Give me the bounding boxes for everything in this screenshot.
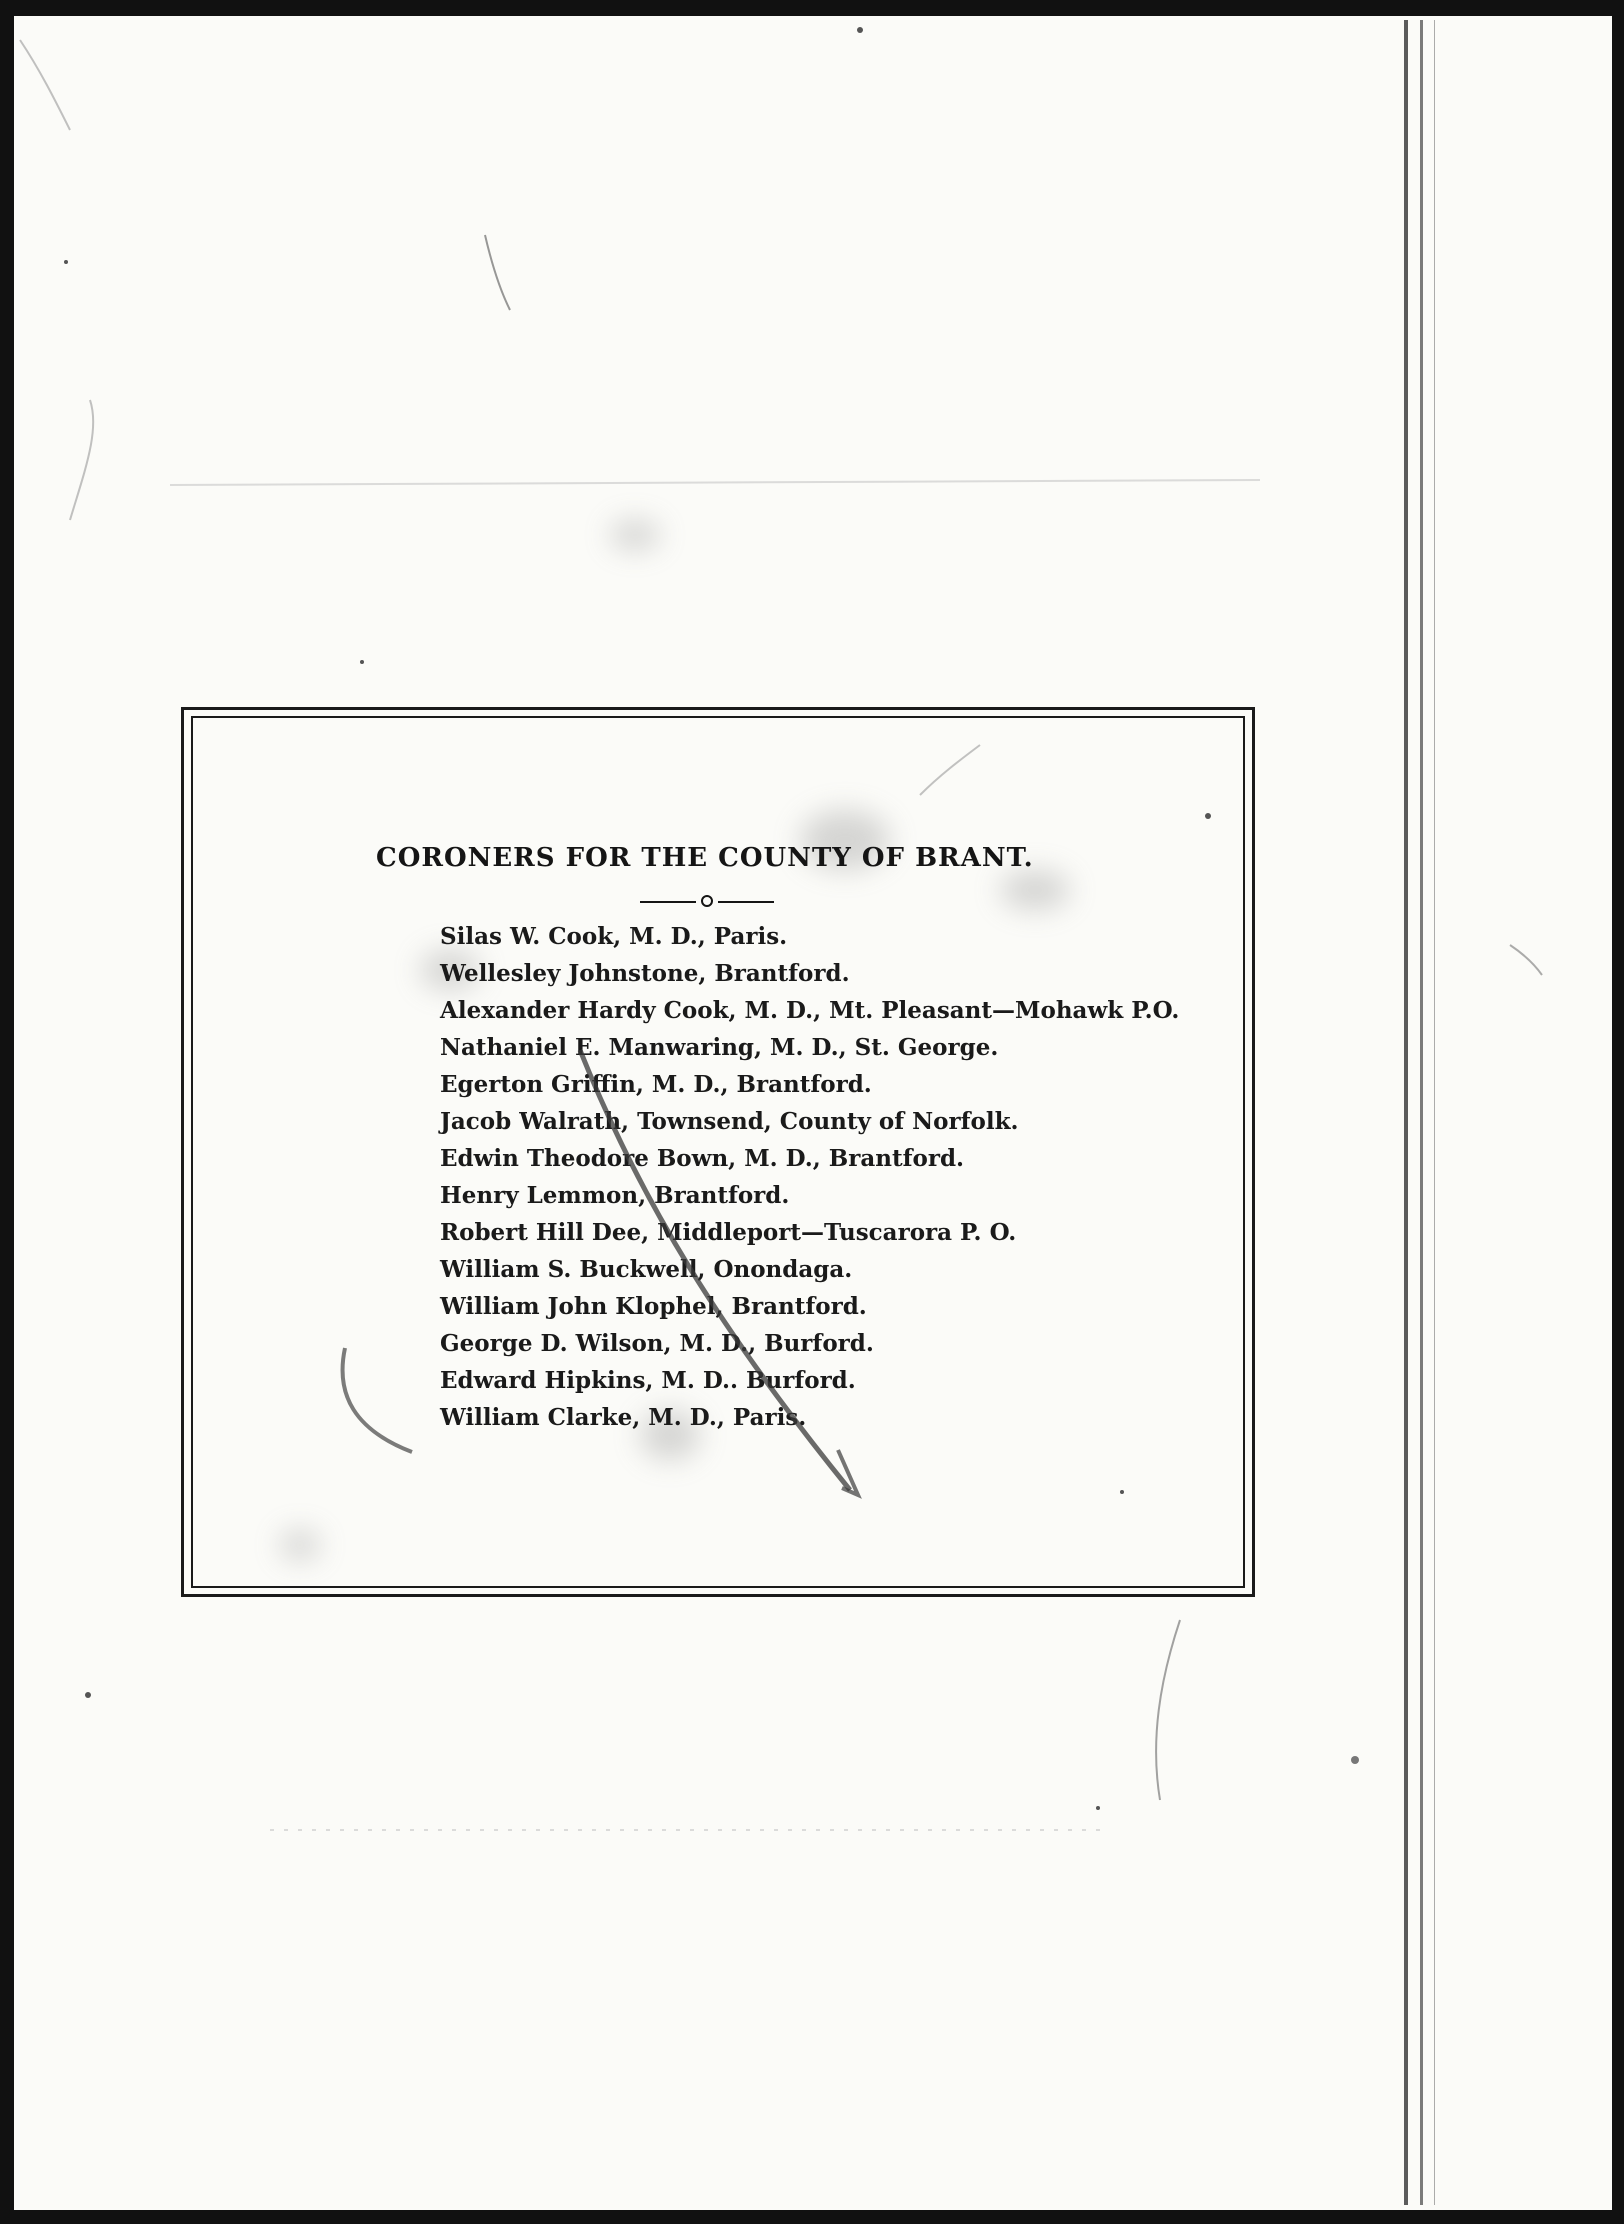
list-item: Egerton Griffin, M. D., Brantford. — [440, 1071, 872, 1098]
list-item: Henry Lemmon, Brantford. — [440, 1182, 790, 1209]
list-item: Robert Hill Dee, Middleport—Tuscarora P. O. — [440, 1219, 1017, 1246]
list-item: Jacob Walrath, Townsend, County of Norfolk. — [440, 1108, 1019, 1135]
speck — [1096, 1806, 1100, 1810]
hair-artifact — [20, 40, 70, 130]
hair-artifact — [70, 400, 93, 520]
speck — [85, 1692, 91, 1698]
list-item: William S. Buckwell, Onondaga. — [440, 1256, 853, 1283]
speck — [1205, 813, 1211, 819]
hair-artifact — [343, 1348, 412, 1452]
speck — [1120, 1490, 1124, 1494]
list-item: Nathaniel E. Manwaring, M. D., St. George. — [440, 1034, 999, 1061]
list-item: Silas W. Cook, M. D., Paris. — [440, 923, 788, 950]
list-item: Wellesley Johnstone, Brantford. — [440, 960, 850, 987]
scan-streak — [170, 480, 1260, 485]
hair-artifact — [920, 745, 980, 795]
hair-artifact — [1510, 945, 1542, 975]
speck — [857, 27, 863, 33]
speck — [1351, 1756, 1359, 1764]
hair-artifact — [485, 235, 510, 310]
speck — [360, 660, 364, 664]
hair-artifact — [580, 1050, 850, 1490]
speck — [64, 260, 68, 264]
list-item: Edwin Theodore Bown, M. D., Brantford. — [440, 1145, 965, 1172]
list-item: William Clarke, M. D., Paris. — [440, 1404, 807, 1431]
hair-artifact — [1156, 1620, 1180, 1800]
list-item: Edward Hipkins, M. D.. Burford. — [440, 1367, 856, 1394]
list-item: George D. Wilson, M. D., Burford. — [440, 1330, 874, 1357]
page-title: CORONERS FOR THE COUNTY OF BRANT. — [376, 843, 1034, 873]
list-item: Alexander Hardy Cook, M. D., Mt. Pleasant—Mohawk P.O. — [440, 997, 1180, 1024]
list-item: William John Klophel, Brantford. — [440, 1293, 867, 1320]
